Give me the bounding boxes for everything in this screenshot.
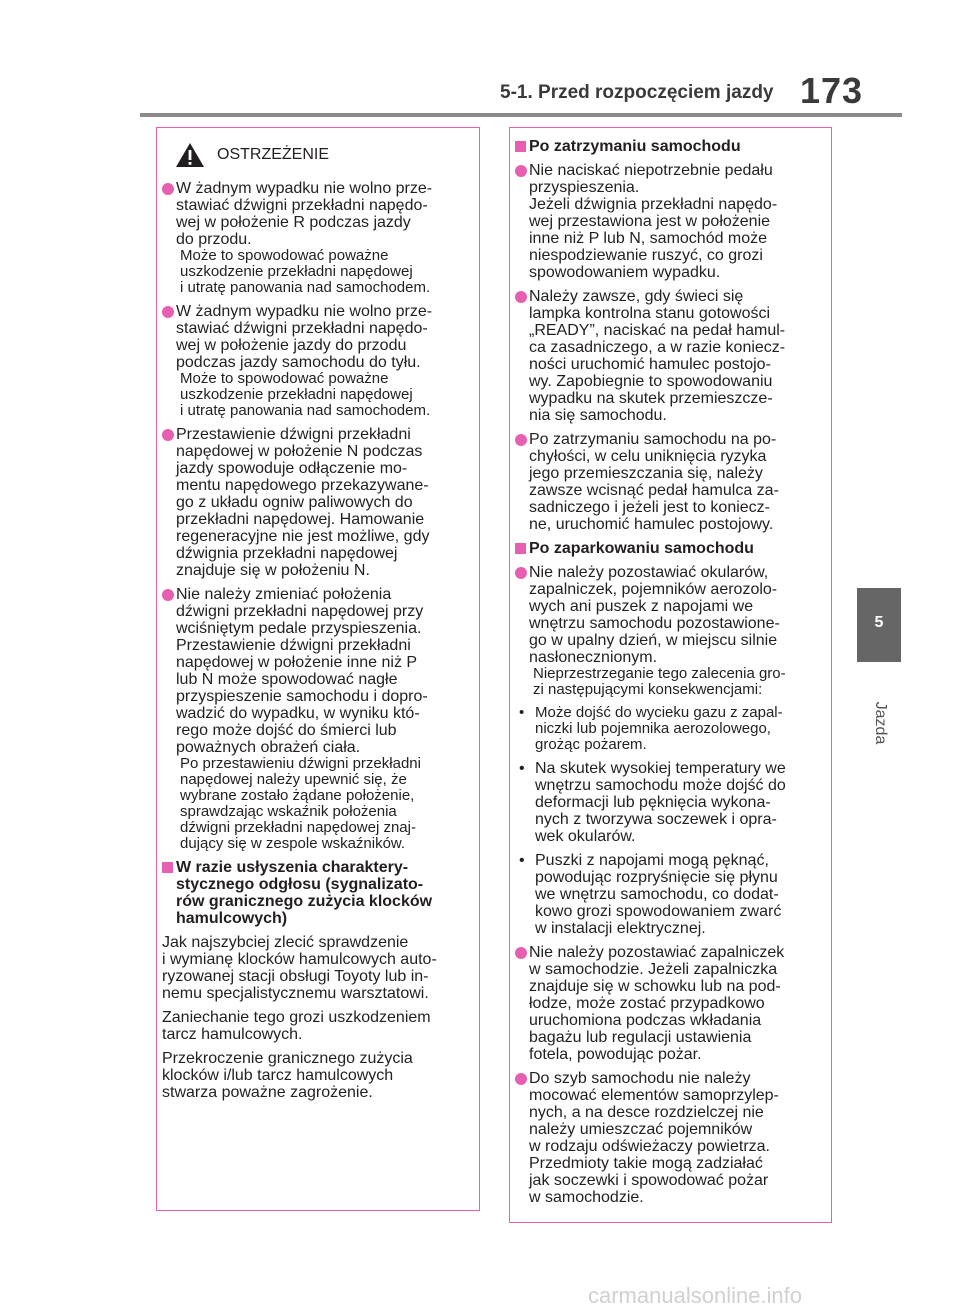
chapter-label: [862, 690, 896, 760]
bullet-text: W żadnym wypadku nie wolno prze- stawiać dźwigni przekładni napędo- wej w położenie R podczas jazdy do przodu.: [176, 180, 433, 248]
bullet-text: Przestawienie dźwigni przekładni napędowej w położenie N podczas jazdy spowoduje odłączenie mo- mentu napędowego przekazywane- go z układu ogniw paliwowych do przekładni napędowej. Hamowanie regeneracyjne nie jest możliwe, gdy dźwignia przekładni napędowej znajduje się w położeniu N.: [176, 426, 430, 579]
square-marker-icon: [162, 862, 173, 873]
list-item: [515, 852, 827, 937]
bullet-item: [162, 303, 476, 419]
watermark-link[interactable]: carmanualsonline.info: [588, 1283, 803, 1308]
section-heading-text: Po zatrzymaniu samochodu: [529, 138, 741, 155]
bullet-dot-icon: [162, 429, 174, 441]
bullet-subtext: Może to spowodować poważne uszkodzenie przekładni napędowej i utratę panowania nad samochodem.: [180, 370, 431, 419]
bullet-item: [515, 1070, 827, 1206]
list-bullet: •: [519, 704, 525, 721]
paragraph: Jak najszybciej zlecić sprawdzenie i wymianę klocków hamulcowych auto- ryzowanej stacji obsługi Toyoty lub in- nemu specjalistycznemu warsztatowi.: [162, 934, 437, 1002]
list-bullet: •: [519, 852, 525, 869]
header-section-title: 5-1. Przed rozpoczęciem jazdy: [500, 82, 774, 103]
bullet-item: [515, 564, 827, 698]
square-marker-icon: [515, 141, 526, 152]
list-item-text: Może dojść do wycieku gazu z zapal- niczki lub pojemnika aerozolowego, grożąc pożarem.: [535, 704, 783, 753]
section-heading-text: Po zaparkowaniu samochodu: [529, 540, 754, 557]
section-heading-text: W razie usłyszenia charaktery- stycznego odgłosu (sygnalizato- rów granicznego zużycia klocków hamulcowych): [176, 859, 433, 927]
right-column: [515, 138, 827, 1213]
bullet-item: [162, 586, 476, 852]
bullet-dot-icon: [515, 947, 527, 959]
list-item: [515, 705, 827, 753]
bullet-subtext: Może to spowodować poważne uszkodzenie przekładni napędowej i utratę panowania nad samochodem.: [180, 247, 431, 296]
bullet-item: [515, 162, 827, 281]
bullet-item: [162, 426, 476, 579]
page-number: 173: [800, 70, 864, 111]
paragraph: Przekroczenie granicznego zużycia klocków i/lub tarcz hamulcowych stwarza poważne zagrożenie.: [162, 1050, 413, 1101]
bullet-dot-icon: [162, 306, 174, 318]
bullet-dot-icon: [515, 1073, 527, 1085]
bullet-text: Nie należy pozostawiać okularów, zapalniczek, pojemników aerozolo- wych ani puszek z napojami we wnętrzu samochodu pozostawione- go w upalny dzień, w miejscu silnie nasłonecznionym.: [529, 564, 780, 666]
section-heading: [515, 540, 827, 557]
bullet-dot-icon: [515, 434, 527, 446]
bullet-text: Nie naciskać niepotrzebnie pedału przyspieszenia. Jeżeli dźwignia przekładni napędo- wej przestawiona jest w położenie inne niż P lub N, samochód może niespodziewanie ruszyć, co grozi spowodowaniem wypadku.: [529, 162, 778, 281]
left-column: [162, 180, 476, 1108]
bullet-text: Do szyb samochodu nie należy mocować elementów samoprzylep- nych, a na desce rozdzielczej nie należy umieszczać pojemników w rodzaju odświeżaczy powietrza. Przedmioty takie mogą zadziałać jak soczewki i spowodować pożar w samochodzie.: [529, 1070, 779, 1206]
square-marker-icon: [515, 543, 526, 554]
bullet-dot-icon: [515, 165, 527, 177]
section-heading: [515, 138, 827, 155]
list-item: [515, 760, 827, 845]
bullet-text: Po zatrzymaniu samochodu na po- chyłości, w celu uniknięcia ryzyka jego przemieszczania się, należy zawsze wcisnąć pedał hamulca za- sadniczego i jeżeli jest to koniecz- ne, uruchomić hamulec postojowy.: [529, 431, 779, 533]
section-heading: [162, 859, 476, 927]
bullet-text: Nie należy pozostawiać zapalniczek w samochodzie. Jeżeli zapalniczka znajduje się w schowku lub na pod- łodze, może zostać przypadkowo uruchomiona podczas wkładania bagażu lub regulacji ustawienia fotela, powodując pożar.: [529, 944, 785, 1063]
bullet-item: [515, 944, 827, 1063]
warning-title: OSTRZEŻENIE: [217, 146, 330, 163]
header-rule: [140, 113, 902, 117]
warning-triangle-icon: [175, 142, 205, 168]
bullet-dot-icon: [162, 183, 174, 195]
bullet-text: W żadnym wypadku nie wolno prze- stawiać dźwigni przekładni napędo- wej w położenie jazdy do przodu podczas jazdy samochodu do tyłu.: [176, 303, 433, 371]
bullet-item: [162, 180, 476, 296]
warning-header: [157, 134, 479, 176]
bullet-subtext: Po przestawieniu dźwigni przekładni napędowej należy upewnić się, że wybrane zostało żądane położenie, sprawdzając wskaźnik położenia dźwigni przekładni napędowej znaj- dujący się w zespole wskaźników.: [180, 755, 421, 852]
chapter-label-text: Jazda: [872, 701, 889, 745]
bullet-text: Należy zawsze, gdy świeci się lampka kontrolna stanu gotowości „READY”, naciskać na pedał hamul- ca zasadniczego, a w razie koniecz- ności uruchomić hamulec postojo- wy. Zapobiegnie to spowodowaniu wypadku na skutek przemieszcze- nia się samochodu.: [529, 288, 786, 424]
chapter-tab[interactable]: 5: [857, 588, 901, 662]
bullet-dot-icon: [162, 589, 174, 601]
list-item-text: Na skutek wysokiej temperatury we wnętrzu samochodu może dojść do deformacji lub pęknięcia wykona- nych z tworzywa soczewek i opra- wek okularów.: [535, 760, 786, 845]
list-item-text: Puszki z napojami mogą pęknąć, powodując rozpryśnięcie się płynu we wnętrzu samochodu, co dodat- kowo grozi spowodowaniem zwarć w instalacji elektrycznej.: [535, 852, 782, 937]
bullet-text: Nie należy zmieniać położenia dźwigni przekładni napędowej przy wciśniętym pedale przyspieszenia. Przestawienie dźwigni przekładni napędowej w położenie inne niż P lub N może spowodować nagłe przyspieszenie samochodu i dopro- wadzić do wypadku, w wyniku któ- rego może dojść do śmierci lub poważnych obrażeń ciała.: [176, 586, 428, 756]
bullet-item: [515, 288, 827, 424]
bullet-subtext: Nieprzestrzeganie tego zalecenia gro- zi następującymi konsekwencjami:: [533, 665, 786, 698]
bullet-dot-icon: [515, 291, 527, 303]
bullet-item: [515, 431, 827, 533]
list-bullet: •: [519, 760, 525, 777]
paragraph: Zaniechanie tego grozi uszkodzeniem tarcz hamulcowych.: [162, 1009, 431, 1043]
bullet-dot-icon: [515, 567, 527, 579]
